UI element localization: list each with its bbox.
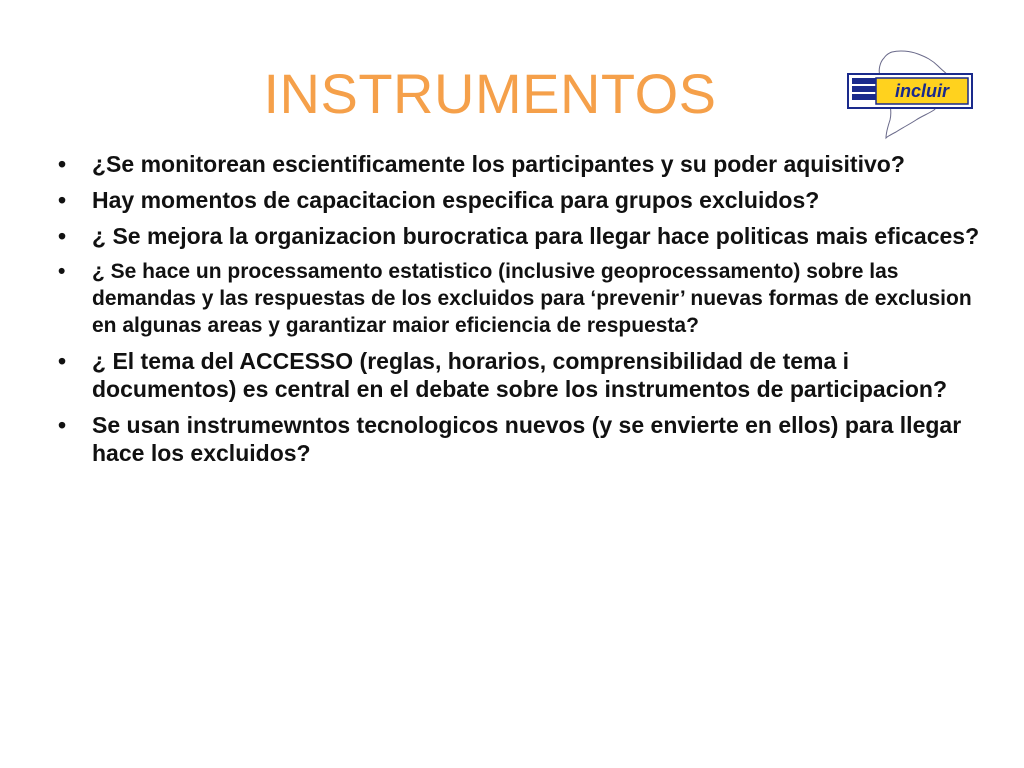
bullet-list (58, 150, 988, 475)
bullet-text: ¿ El tema del ACCESSO (reglas, horarios, comprensibilidad de tema i documentos) es central en el debate sobre los instrumentos de participacion? (92, 348, 948, 402)
bullet-text: ¿Se monitorean escientificamente los participantes y su poder aquisitivo? (92, 151, 905, 177)
bullet-text: Hay momentos de capacitacion especifica para grupos excluidos? (92, 187, 820, 213)
bullet-item (58, 222, 988, 250)
bullet-text: ¿ Se mejora la organizacion burocratica para llegar hace politicas mais eficaces? (92, 223, 980, 249)
slide-title: INSTRUMENTOS (263, 62, 717, 125)
bullet-text: ¿ Se hace un processamento estatistico (inclusive geoprocessamento) sobre las demandas y las respuestas de los excluidos para ‘prevenir’ nuevas formas de exclusion en algunas areas y garantizar maior eficiencia de respuesta? (92, 260, 972, 337)
bullet-item (58, 258, 988, 339)
bullet-dot: • (58, 412, 67, 438)
bullet-dot: • (58, 223, 67, 249)
logo-text: incluir (894, 81, 950, 101)
bullet-dot: • (58, 348, 67, 374)
bullet-item (58, 186, 988, 214)
bullet-text: Se usan instrumewntos tecnologicos nuevos (y se envierte en ellos) para llegar hace los excluidos? (92, 412, 962, 466)
bullet-dot: • (58, 151, 67, 177)
bullet-item (58, 150, 988, 178)
bullet-dot: • (58, 187, 67, 213)
bullet-item (58, 347, 988, 403)
bullet-item (58, 411, 988, 467)
incluir-logo (840, 48, 980, 140)
bullet-dot: • (58, 260, 66, 283)
